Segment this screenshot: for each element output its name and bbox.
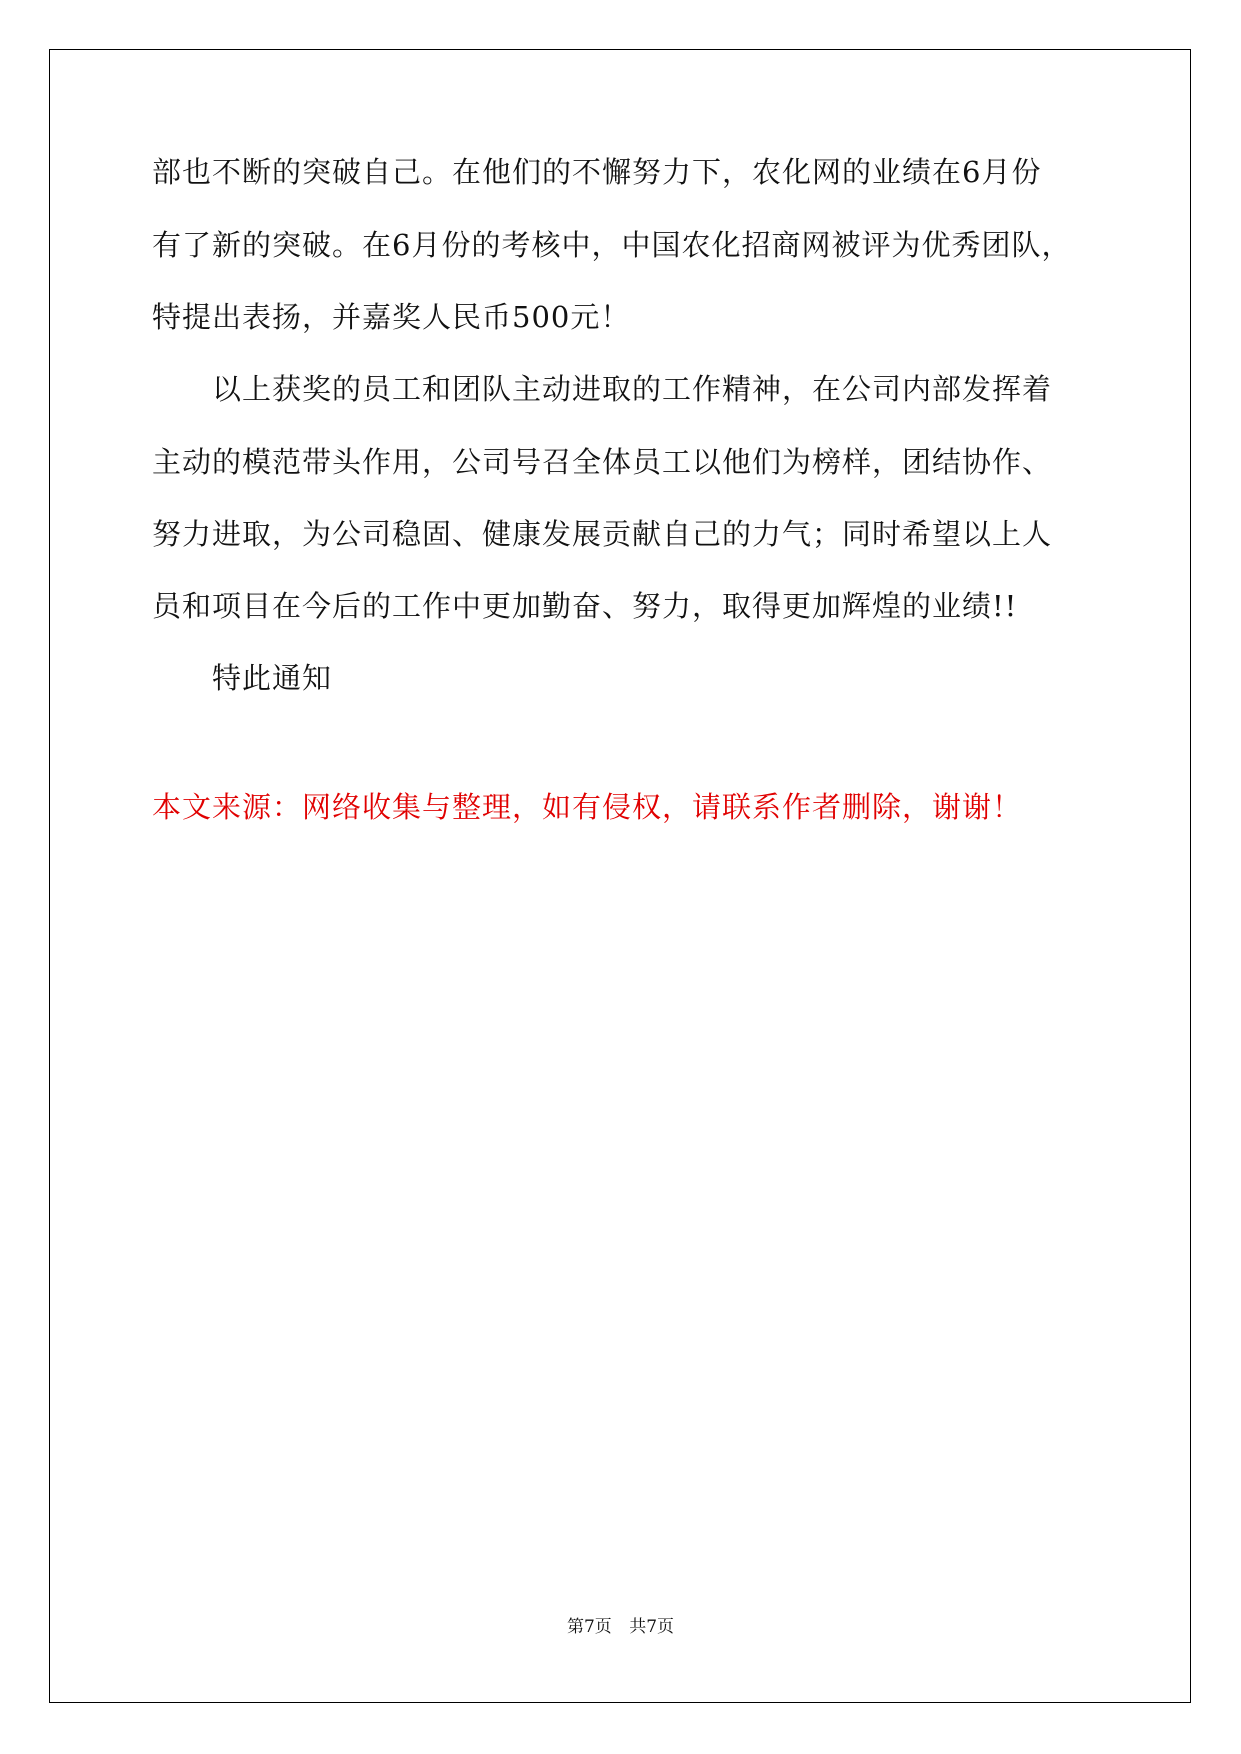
body-line-2: 有了新的突破。在6月份的考核中，中国农化招商网被评为优秀团队， — [152, 228, 1072, 262]
body-line-7: 员和项目在今后的工作中更加勤奋、努力，取得更加辉煌的业绩!! — [152, 589, 1018, 623]
closing-notice: 特此通知 — [212, 661, 333, 695]
body-line-1: 部也不断的突破自己。在他们的不懈努力下，农化网的业绩在6月份 — [152, 155, 1042, 189]
page-number-total: 共7页 — [629, 1617, 675, 1637]
page-number-current: 第7页 — [566, 1617, 612, 1637]
page-border — [49, 49, 1191, 1703]
body-line-4: 以上获奖的员工和团队主动进取的工作精神，在公司内部发挥着 — [212, 372, 1053, 406]
body-line-6: 努力进取，为公司稳固、健康发展贡献自己的力气；同时希望以上人 — [152, 517, 1053, 551]
source-note: 本文来源：网络收集与整理，如有侵权，请联系作者删除，谢谢！ — [152, 790, 1023, 824]
body-line-3: 特提出表扬，并嘉奖人民币500元！ — [152, 300, 631, 334]
page-footer — [0, 1612, 1241, 1637]
body-line-5: 主动的模范带头作用，公司号召全体员工以他们为榜样，团结协作、 — [152, 445, 1053, 479]
